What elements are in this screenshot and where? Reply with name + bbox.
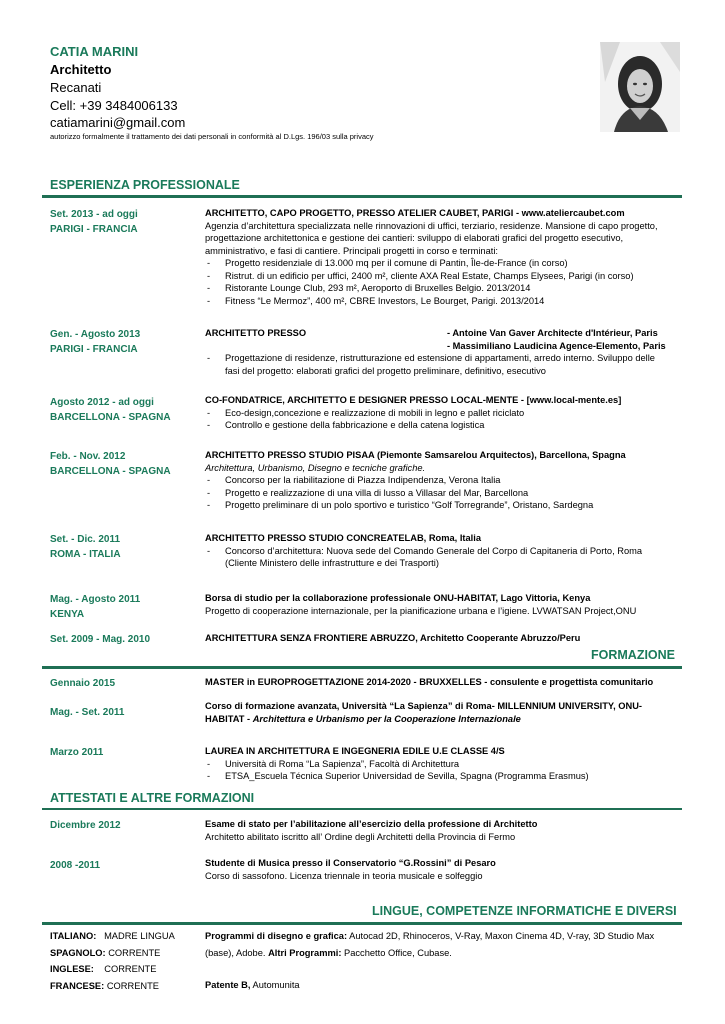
job-description: Agenzia d’architettura specializzata nelle rinnovazioni di uffici, terziario, residenze. Mansione di capo progetto, progettazione architettonica e gestione dei cantieri: sviluppo di elaborati grafici del progetto esecutivo, amministrativo, e fasi di cantiere. Principali progetti in corso e terminati: xyxy=(205,220,658,256)
experience-date xyxy=(50,632,150,647)
driving-license xyxy=(205,977,670,994)
candidate-role: Architetto xyxy=(50,62,112,77)
privacy-note: autorizzo formalmente il trattamento dei dati personali in conformità al D.Lgs. 196/03 sulla privacy xyxy=(50,132,374,141)
education-date: Marzo 2011 xyxy=(50,747,104,758)
language-item xyxy=(50,961,175,978)
candidate-name: CATIA MARINI xyxy=(50,44,139,59)
list-item: - Concorso d’architettura: Nuova sede del Comando Generale del Corpo di Capitaneria di Porto, Roma (Cliente Ministero delle infrastrutture e dei Trasporti) xyxy=(205,545,670,570)
list-item: - Progettazione di residenze, ristrutturazione ed estensione di appartamenti, arredo interno. Sviluppo delle fasi del progetto: elaborati grafici del progetto preliminare, definitivo, esecutivo xyxy=(205,352,670,377)
date-range: Set. 2013 - ad oggi xyxy=(50,209,138,220)
experience-date xyxy=(50,532,121,562)
education-date: Mag. - Set. 2011 xyxy=(50,707,125,718)
location: ROMA - ITALIA xyxy=(50,549,121,560)
experience-date xyxy=(50,449,171,479)
location: KENYA xyxy=(50,609,85,620)
candidate-phone: Cell: +39 3484006133 xyxy=(50,98,178,113)
job-subtitle: Architettura, Urbanismo, Disegno e tecniche grafiche. xyxy=(205,462,426,473)
section-divider xyxy=(42,922,682,925)
experience-entry xyxy=(205,207,670,307)
language-item xyxy=(50,978,175,995)
date-range: Mag. - Agosto 2011 xyxy=(50,594,141,605)
section-divider xyxy=(42,808,682,810)
date-range: Set. 2009 - Mag. 2010 xyxy=(50,634,151,645)
certificate-date: 2008 -2011 xyxy=(50,860,101,871)
language-item xyxy=(50,928,175,945)
education-date: Gennaio 2015 xyxy=(50,678,116,689)
section-title-certificates: ATTESTATI E ALTRE FORMAZIONI xyxy=(50,791,255,805)
date-range: Set. - Dic. 2011 xyxy=(50,534,121,545)
list-item: - Fitness “Le Mermoz”, 400 m², CBRE Investors, Le Bourget, Parigi. 2013/2014 xyxy=(205,295,670,308)
list-item: - Ristrut. di un edificio per uffici, 2400 m², cliente AXA Real Estate, Champs Elysees, Parigi (in corso) xyxy=(205,270,670,283)
language-level: CORRENTE xyxy=(106,980,159,991)
certificate-description: Corso di sassofono. Licenza triennale in teoria musicale e solfeggio xyxy=(205,870,483,881)
certificate-entry xyxy=(205,857,670,882)
language-item xyxy=(50,945,175,962)
section-divider xyxy=(42,195,682,198)
language-name: INGLESE: xyxy=(50,964,94,974)
list-item: - Progetto e realizzazione di una villa di lusso a Villasar del Mar, Barcellona xyxy=(205,487,670,500)
language-name: ITALIANO: xyxy=(50,931,97,941)
other-programs-label: Altri Programmi: xyxy=(268,947,342,958)
experience-entry xyxy=(205,532,670,570)
job-title: Borsa di studio per la collaborazione professionale ONU-HABITAT, Lago Vittoria, Kenya xyxy=(205,593,591,603)
experience-entry xyxy=(205,394,670,432)
location: PARIGI - FRANCIA xyxy=(50,224,138,235)
education-subtitle: Architettura e Urbanismo per la Cooperazione Internazionale xyxy=(252,713,521,724)
license-label: Patente B, xyxy=(205,980,251,990)
experience-date xyxy=(50,592,140,622)
experience-entry xyxy=(205,327,670,377)
employer-2: - Massimiliano Laudicina Agence-Elemento, Paris xyxy=(447,341,666,351)
list-item: - Progetto preliminare di un polo sportivo e turistico “Golf Torregrande”, Oristano, Sardegna xyxy=(205,499,670,512)
list-item: - Concorso per la riabilitazione di Piazza Indipendenza, Verona Italia xyxy=(205,474,670,487)
experience-date xyxy=(50,207,138,237)
job-title: ARCHITETTO PRESSO STUDIO PISAA (Piemonte Samsarelou Arquitectos), Barcellona, Spagna xyxy=(205,450,626,460)
list-item: - Progetto residenziale di 13.000 mq per il comune di Pantin, Île-de-France (in corso) xyxy=(205,257,670,270)
job-title: ARCHITETTO PRESSO xyxy=(205,328,307,338)
certificate-entry xyxy=(205,818,670,843)
experience-date xyxy=(50,395,171,425)
language-name: FRANCESE: xyxy=(50,980,105,991)
section-title-experience: ESPERIENZA PROFESSIONALE xyxy=(50,178,240,192)
location: BARCELLONA - SPAGNA xyxy=(50,412,171,423)
experience-entry xyxy=(205,632,670,645)
graphics-value: Autocad 2D, Rhinoceros, V-Ray, Maxon Cinema 4D, V-ray, 3D Studio Max (base), Adobe. xyxy=(205,931,655,958)
candidate-email: catiamarini@gmail.com xyxy=(50,115,186,130)
language-name: SPAGNOLO: xyxy=(50,947,106,958)
language-level: CORRENTE xyxy=(108,947,161,958)
certificate-description: Architetto abilitato iscritto all’ Ordine degli Architetti della Provincia di Fermo xyxy=(205,831,516,842)
job-description: Progetto di cooperazione internazionale, per la pianificazione urbana e l’igiene. LVWATSAN Project,ONU xyxy=(205,605,637,616)
education-title: MASTER in EUROPROGETTAZIONE 2014-2020 - BRUXXELLES - consulente e progettista comunitario xyxy=(205,677,654,687)
date-range: Gen. - Agosto 2013 xyxy=(50,329,141,340)
list-item: - ETSA_Escuela Técnica Superior Universidad de Sevilla, Spagna (Programma Erasmus) xyxy=(205,770,670,783)
software-skills xyxy=(205,928,670,961)
education-entry xyxy=(205,745,670,783)
list-item: - Eco-design,concezione e realizzazione di mobili in legno e pallet riciclato xyxy=(205,407,670,420)
job-title: ARCHITETTO, CAPO PROGETTO, PRESSO ATELIER CAUBET, PARIGI - www.ateliercaubet.com xyxy=(205,208,625,218)
section-title-skills: LINGUE, COMPETENZE INFORMATICHE E DIVERSI xyxy=(372,904,677,918)
experience-entry xyxy=(205,592,670,617)
location: PARIGI - FRANCIA xyxy=(50,344,138,355)
certificate-title: Studente di Musica presso il Conservatorio “G.Rossini” di Pesaro xyxy=(205,858,496,868)
education-title: LAUREA IN ARCHITETTURA E INGEGNERIA EDILE U.E CLASSE 4/S xyxy=(205,746,505,756)
experience-entry xyxy=(205,449,670,512)
certificate-title: Esame di stato per l’abilitazione all’esercizio della professione di Architetto xyxy=(205,819,538,829)
certificate-date: Dicembre 2012 xyxy=(50,820,121,831)
candidate-city: Recanati xyxy=(50,80,102,95)
experience-date xyxy=(50,327,140,357)
employer-1: - Antoine Van Gaver Architecte d'Intérieur, Paris xyxy=(447,328,658,338)
list-item: - Università di Roma “La Sapienza”, Facoltà di Architettura xyxy=(205,758,670,771)
date-range: Agosto 2012 - ad oggi xyxy=(50,397,154,408)
language-level: CORRENTE xyxy=(104,964,157,974)
job-title: ARCHITETTO PRESSO STUDIO CONCREATELAB, Roma, Italia xyxy=(205,533,482,543)
section-divider xyxy=(42,666,682,669)
location: BARCELLONA - SPAGNA xyxy=(50,466,171,477)
job-title: CO-FONDATRICE, ARCHITETTO E DESIGNER PRESSO LOCAL-MENTE - [www.local-mente.es] xyxy=(205,395,622,405)
section-title-education: FORMAZIONE xyxy=(591,648,676,662)
date-range: Feb. - Nov. 2012 xyxy=(50,451,126,462)
graphics-label: Programmi di disegno e grafica: xyxy=(205,931,348,941)
education-entry xyxy=(205,700,670,725)
license-value: Automunita xyxy=(252,980,300,990)
profile-photo xyxy=(600,42,680,132)
language-list xyxy=(50,928,175,994)
education-title: Corso di formazione avanzata, Università “La Sapienza” di Roma- MILLENNIUM UNIVERSITY, ONU-HABITAT - xyxy=(205,701,643,724)
other-programs-value: Pacchetto Office, Cubase. xyxy=(344,947,452,958)
language-level: MADRE LINGUA xyxy=(104,931,175,941)
job-title: ARCHITETTURA SENZA FRONTIERE ABRUZZO, Architetto Cooperante Abruzzo/Peru xyxy=(205,633,581,643)
list-item: - Ristorante Lounge Club, 293 m², Aeroporto di Bruxelles Belgio. 2013/2014 xyxy=(205,282,670,295)
list-item: - Controllo e gestione della fabbricazione e della catena logistica xyxy=(205,419,670,432)
education-entry xyxy=(205,676,670,689)
